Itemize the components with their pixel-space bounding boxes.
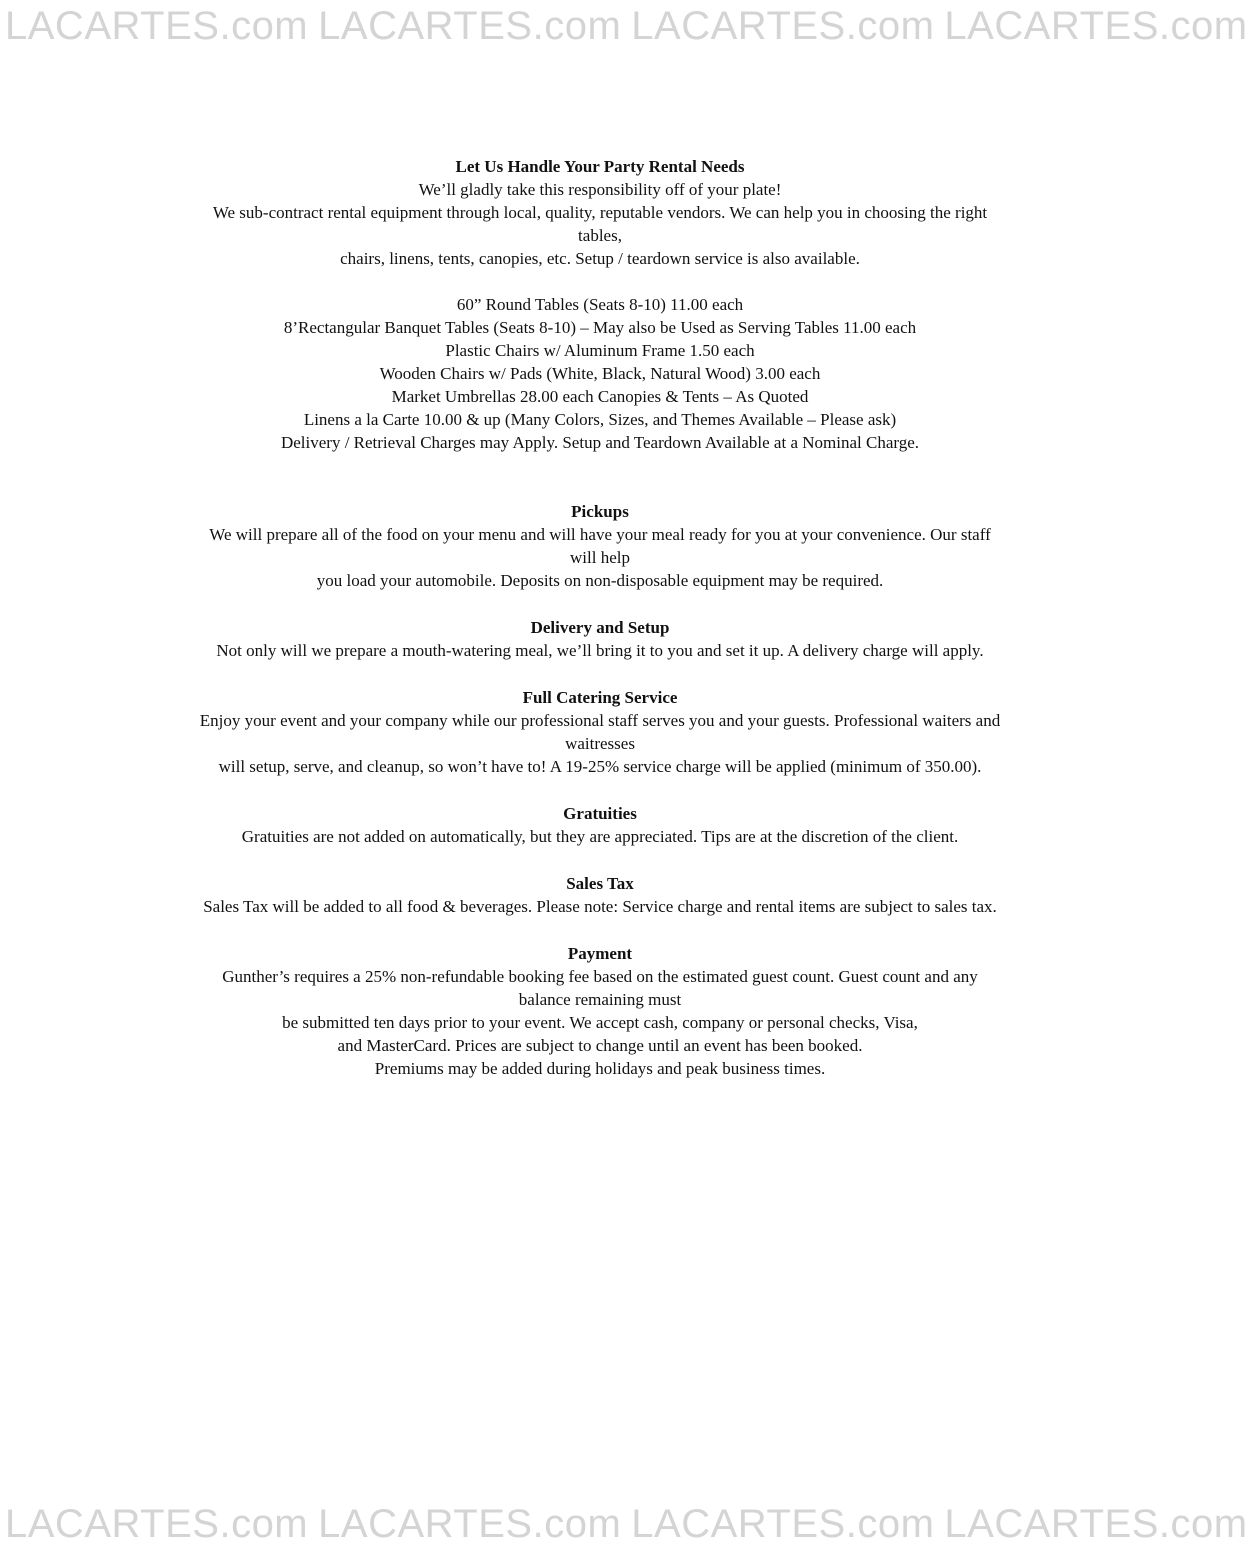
- gratuities-heading: Gratuities: [563, 804, 637, 823]
- watermark-text: LACARTES.com: [944, 4, 1248, 48]
- watermark-text: LACARTES.com: [5, 1502, 309, 1546]
- gratuities-line: Gratuities are not added on automatically, but they are appreciated. Tips are at the discretion of the client.: [241, 827, 959, 846]
- watermark-text: LACARTES.com: [944, 1502, 1248, 1546]
- rental-intro-line: tables,: [578, 226, 622, 245]
- rental-section: [130, 155, 1070, 454]
- pickups-line: will help: [570, 548, 630, 567]
- rental-item: Market Umbrellas 28.00 each Canopies & Tents – As Quoted: [391, 387, 809, 406]
- watermark-bottom: [0, 1502, 1248, 1547]
- watermark-text: LACARTES.com: [5, 4, 309, 48]
- delivery-line: Not only will we prepare a mouth-watering meal, we’ll bring it to you and set it up. A delivery charge will apply.: [216, 641, 984, 660]
- sales-tax-section: [130, 872, 1070, 918]
- rental-intro-line: We’ll gladly take this responsibility off of your plate!: [418, 180, 782, 199]
- rental-item-list: [130, 293, 1070, 454]
- rental-intro-line: We sub-contract rental equipment through local, quality, reputable vendors. We can help you in choosing the right: [212, 203, 988, 222]
- pickups-section: [130, 500, 1070, 592]
- rental-item: 60” Round Tables (Seats 8-10) 11.00 each: [456, 295, 744, 314]
- watermark-text: LACARTES.com: [318, 1502, 622, 1546]
- sales-tax-line: Sales Tax will be added to all food & beverages. Please note: Service charge and rental items are subject to sales tax.: [203, 897, 997, 916]
- full-catering-heading: Full Catering Service: [522, 688, 678, 707]
- rental-item: Linens a la Carte 10.00 & up (Many Colors, Sizes, and Themes Available – Please ask): [303, 410, 897, 429]
- rental-intro-line: chairs, linens, tents, canopies, etc. Setup / teardown service is also available.: [340, 249, 860, 268]
- watermark-text: LACARTES.com: [631, 1502, 935, 1546]
- watermark-text: LACARTES.com: [631, 4, 935, 48]
- rental-heading: Let Us Handle Your Party Rental Needs: [455, 157, 745, 176]
- sales-tax-heading: Sales Tax: [566, 874, 634, 893]
- rental-item: Plastic Chairs w/ Aluminum Frame 1.50 each: [445, 341, 755, 360]
- payment-section: [130, 942, 1070, 1080]
- full-catering-line: waitresses: [565, 734, 635, 753]
- delivery-heading: Delivery and Setup: [530, 618, 670, 637]
- pickups-line: you load your automobile. Deposits on non-disposable equipment may be required.: [316, 571, 884, 590]
- full-catering-line: Enjoy your event and your company while our professional staff serves you and your guests. Professional waiters and: [199, 711, 1001, 730]
- rental-item: 8’Rectangular Banquet Tables (Seats 8-10) – May also be Used as Serving Tables 11.00 each: [283, 318, 917, 337]
- document-body: [130, 155, 1070, 1080]
- watermark-top: [0, 4, 1248, 49]
- gratuities-section: [130, 802, 1070, 848]
- pickups-line: We will prepare all of the food on your menu and will have your meal ready for you at your convenience. Our staff: [209, 525, 991, 544]
- rental-item: Wooden Chairs w/ Pads (White, Black, Natural Wood) 3.00 each: [379, 364, 821, 383]
- pickups-heading: Pickups: [571, 502, 629, 521]
- payment-line: Premiums may be added during holidays and peak business times.: [374, 1059, 826, 1078]
- payment-heading: Payment: [567, 944, 633, 963]
- rental-item: Delivery / Retrieval Charges may Apply. Setup and Teardown Available at a Nominal Charge.: [280, 433, 920, 452]
- payment-line: balance remaining must: [518, 990, 682, 1009]
- delivery-section: [130, 616, 1070, 662]
- payment-line: be submitted ten days prior to your event. We accept cash, company or personal checks, Visa,: [282, 1013, 918, 1032]
- full-catering-section: [130, 686, 1070, 778]
- watermark-text: LACARTES.com: [318, 4, 622, 48]
- payment-line: and MasterCard. Prices are subject to change until an event has been booked.: [337, 1036, 863, 1055]
- payment-line: Gunther’s requires a 25% non-refundable booking fee based on the estimated guest count. Guest count and any: [222, 967, 978, 986]
- full-catering-line: will setup, serve, and cleanup, so won’t have to! A 19-25% service charge will be applied (minimum of 350.00).: [218, 757, 982, 776]
